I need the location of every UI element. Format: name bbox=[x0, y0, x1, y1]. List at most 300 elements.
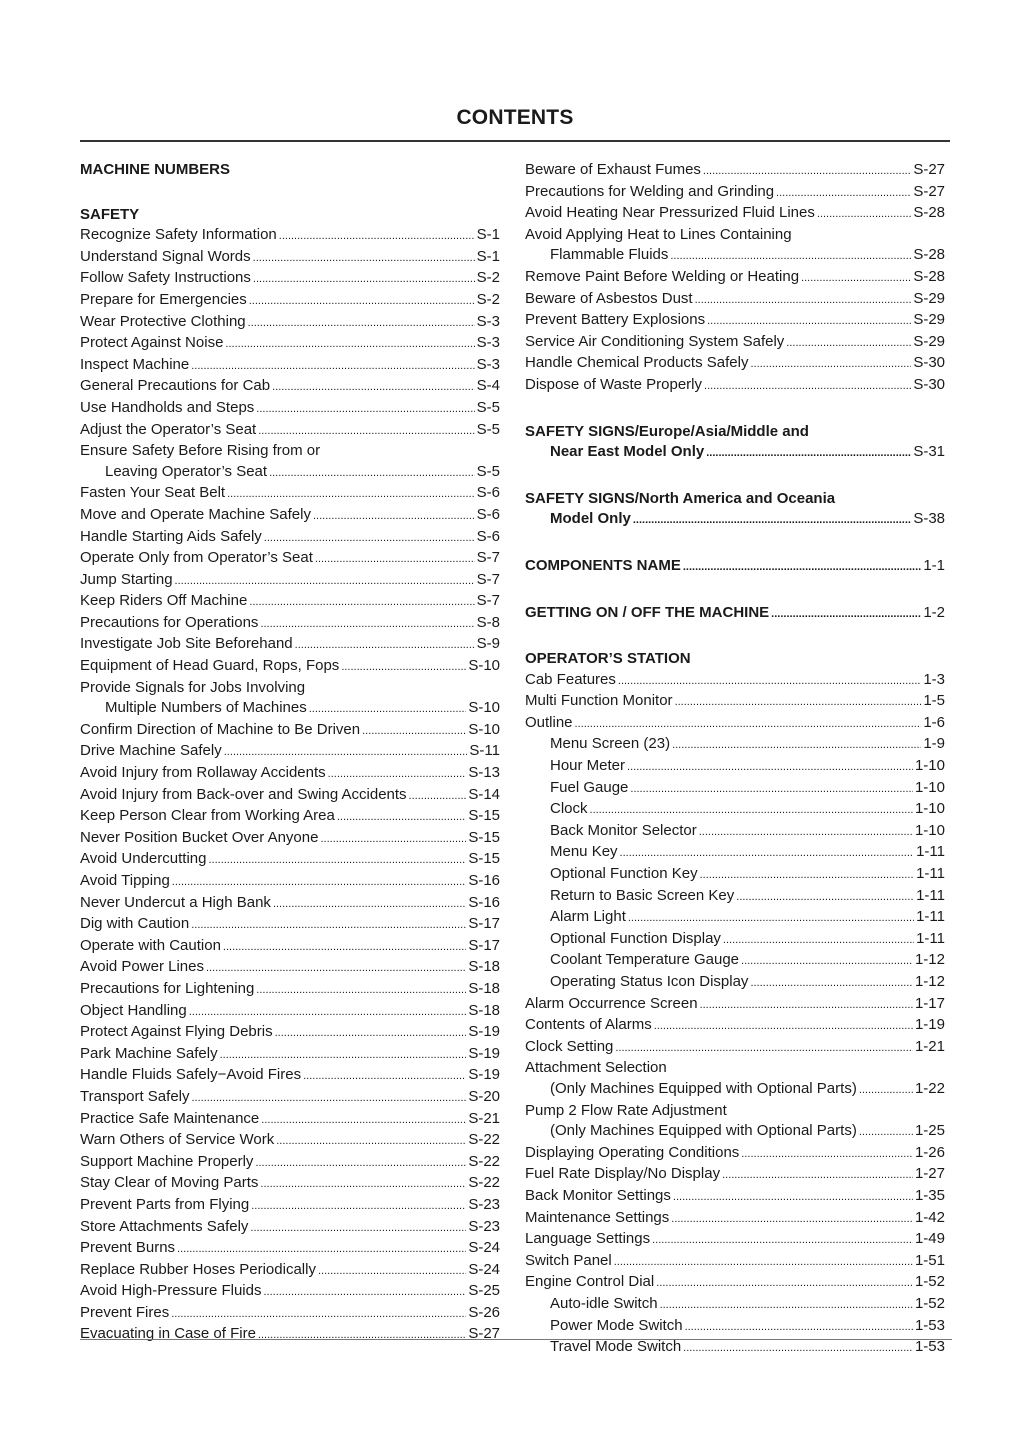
toc-page-number: S-18 bbox=[468, 1001, 500, 1019]
toc-leader-dots bbox=[703, 161, 911, 182]
toc-leader-dots bbox=[704, 376, 911, 397]
toc-entry-label: Provide Signals for Jobs Involving bbox=[80, 678, 306, 696]
toc-entry-label: Avoid Injury from Back-over and Swing Accidents bbox=[80, 785, 407, 803]
toc-entry-label: Use Handholds and Steps bbox=[80, 398, 255, 416]
toc-page-number: S-22 bbox=[468, 1131, 500, 1149]
toc-page-number: S-31 bbox=[913, 443, 945, 461]
toc-entry-label: Warn Others of Service Work bbox=[80, 1131, 275, 1149]
toc-entry-label: Object Handling bbox=[80, 1001, 187, 1019]
toc-leader-dots bbox=[258, 421, 474, 442]
toc-leader-dots bbox=[695, 290, 912, 311]
toc-entry-label: Handle Chemical Products Safely bbox=[525, 354, 749, 372]
toc-page-number: S-6 bbox=[476, 484, 500, 502]
toc-page-number: S-9 bbox=[476, 635, 500, 653]
toc-entry-label: Near East Model Only bbox=[550, 443, 705, 461]
toc-entry bbox=[525, 375, 945, 397]
toc-entry bbox=[525, 1316, 945, 1338]
toc-entry bbox=[80, 1087, 500, 1109]
toc-entry bbox=[525, 821, 945, 843]
toc-entry-label: Service Air Conditioning System Safely bbox=[525, 332, 785, 350]
toc-entry bbox=[80, 1130, 500, 1152]
toc-leader-dots bbox=[723, 930, 914, 951]
toc-leader-dots bbox=[341, 657, 466, 678]
toc-entry-label: COMPONENTS NAME bbox=[525, 556, 681, 574]
toc-entry-label: Dig with Caution bbox=[80, 915, 190, 933]
toc-page-number: S-27 bbox=[468, 1325, 500, 1343]
toc-entry bbox=[525, 864, 945, 886]
toc-leader-dots bbox=[313, 506, 475, 527]
toc-leader-dots bbox=[776, 183, 911, 204]
toc-entry-label: Protect Against Flying Debris bbox=[80, 1023, 273, 1041]
toc-entry bbox=[525, 332, 945, 354]
toc-entry bbox=[80, 936, 500, 958]
toc-leader-dots bbox=[817, 204, 911, 225]
toc-leader-dots bbox=[253, 269, 475, 290]
toc-leader-dots bbox=[206, 958, 466, 979]
toc-entry bbox=[80, 806, 500, 828]
toc-leader-dots bbox=[309, 699, 467, 720]
toc-entry bbox=[525, 1121, 945, 1143]
toc-page-number: 1-11 bbox=[916, 843, 945, 861]
toc-page-number: S-18 bbox=[468, 958, 500, 976]
toc-entry bbox=[525, 1251, 945, 1273]
toc-page-number: S-3 bbox=[476, 334, 500, 352]
toc-entry-label: Beware of Asbestos Dust bbox=[525, 289, 693, 307]
toc-leader-dots bbox=[741, 951, 913, 972]
toc-page-number: S-7 bbox=[476, 570, 500, 588]
toc-entry-label: Back Monitor Settings bbox=[525, 1186, 671, 1204]
toc-entry-label: (Only Machines Equipped with Optional Parts) bbox=[550, 1122, 857, 1140]
toc-entry-label: Back Monitor Selector bbox=[550, 821, 697, 839]
toc-entry bbox=[80, 634, 500, 656]
toc-page-number: S-17 bbox=[468, 936, 500, 954]
toc-page-number: 1-10 bbox=[914, 800, 945, 818]
toc-page-number: 1-10 bbox=[914, 778, 945, 796]
toc-page-number: S-19 bbox=[468, 1044, 500, 1062]
toc-leader-dots bbox=[786, 333, 911, 354]
toc-page-number: 1-22 bbox=[914, 1079, 945, 1097]
toc-leader-dots bbox=[654, 1016, 913, 1037]
toc-page-number: S-2 bbox=[476, 290, 500, 308]
toc-entry-label: Prevent Fires bbox=[80, 1303, 170, 1321]
toc-entry bbox=[80, 720, 500, 742]
toc-page-number: S-29 bbox=[913, 332, 945, 350]
toc-page-number: S-26 bbox=[468, 1303, 500, 1321]
toc-entry bbox=[525, 907, 945, 929]
toc-leader-dots bbox=[620, 843, 915, 864]
toc-page-number: S-19 bbox=[468, 1023, 500, 1041]
toc-entry-continued bbox=[525, 1058, 945, 1079]
toc-entry-label: Equipment of Head Guard, Rops, Fops bbox=[80, 657, 340, 675]
toc-entry-label: Hour Meter bbox=[550, 757, 626, 775]
toc-page-number: S-7 bbox=[476, 592, 500, 610]
toc-page-number: S-28 bbox=[913, 246, 945, 264]
toc-entry bbox=[80, 1022, 500, 1044]
toc-entry-continued bbox=[80, 678, 500, 699]
toc-leader-dots bbox=[409, 786, 467, 807]
toc-leader-dots bbox=[575, 714, 922, 735]
toc-page-number: S-28 bbox=[913, 204, 945, 222]
toc-entry-label: Return to Basic Screen Key bbox=[550, 886, 735, 904]
toc-leader-dots bbox=[660, 1295, 913, 1316]
toc-entry-label: Attachment Selection bbox=[525, 1059, 667, 1077]
toc-entry-label: Never Undercut a High Bank bbox=[80, 893, 271, 911]
toc-page-number: S-30 bbox=[913, 354, 945, 372]
toc-page-number: S-6 bbox=[476, 505, 500, 523]
toc-leader-dots bbox=[671, 1209, 913, 1230]
toc-section-heading bbox=[525, 489, 945, 510]
toc-entry bbox=[525, 442, 945, 464]
toc-entry bbox=[80, 1238, 500, 1260]
toc-entry-label: Practice Safe Maintenance bbox=[80, 1109, 260, 1127]
toc-entry-label: Engine Control Dial bbox=[525, 1273, 655, 1291]
toc-leader-dots bbox=[628, 908, 914, 929]
toc-entry bbox=[525, 713, 945, 735]
toc-section-heading bbox=[525, 649, 945, 670]
toc-entry-label: Support Machine Properly bbox=[80, 1152, 254, 1170]
toc-entry bbox=[80, 398, 500, 420]
toc-entry-label: Clock Setting bbox=[525, 1037, 614, 1055]
toc-entry bbox=[80, 1173, 500, 1195]
toc-entry bbox=[80, 1001, 500, 1023]
toc-leader-dots bbox=[249, 291, 475, 312]
toc-leader-dots bbox=[801, 268, 911, 289]
toc-leader-dots bbox=[261, 1110, 466, 1131]
toc-page-number: S-38 bbox=[913, 510, 945, 528]
toc-entry-label: Park Machine Safely bbox=[80, 1044, 218, 1062]
toc-entry-label: Investigate Job Site Beforehand bbox=[80, 635, 293, 653]
toc-entry bbox=[525, 972, 945, 994]
toc-entry bbox=[525, 799, 945, 821]
toc-page-number: S-23 bbox=[468, 1195, 500, 1213]
toc-entry-label: Fuel Gauge bbox=[550, 778, 629, 796]
toc-entry bbox=[80, 1303, 500, 1325]
toc-entry bbox=[80, 420, 500, 442]
toc-entry-label: Coolant Temperature Gauge bbox=[550, 951, 740, 969]
toc-entry-label: Avoid Injury from Rollaway Accidents bbox=[80, 764, 326, 782]
toc-page-number: S-15 bbox=[468, 850, 500, 868]
toc-page-number: S-19 bbox=[468, 1066, 500, 1084]
toc-leader-dots bbox=[256, 399, 474, 420]
toc-entry-label: GETTING ON / OFF THE MACHINE bbox=[525, 603, 770, 621]
toc-leader-dots bbox=[273, 894, 466, 915]
toc-leader-dots bbox=[328, 764, 467, 785]
toc-page-number: S-27 bbox=[913, 161, 945, 178]
toc-entry-label: Flammable Fluids bbox=[550, 246, 669, 264]
toc-entry bbox=[80, 225, 500, 247]
toc-entry-label: Ensure Safety Before Rising from or bbox=[80, 442, 321, 460]
toc-entry bbox=[525, 691, 945, 713]
toc-entry bbox=[525, 670, 945, 692]
toc-entry bbox=[525, 245, 945, 267]
toc-entry bbox=[525, 1208, 945, 1230]
toc-entry-label: Multi Function Monitor bbox=[525, 692, 673, 710]
toc-page-number: S-24 bbox=[468, 1260, 500, 1278]
toc-leader-dots bbox=[614, 1252, 913, 1273]
toc-page-number: S-25 bbox=[468, 1282, 500, 1300]
toc-entry bbox=[525, 1272, 945, 1294]
toc-entry-label: Drive Machine Safely bbox=[80, 742, 222, 760]
toc-entry bbox=[525, 203, 945, 225]
toc-entry bbox=[80, 1152, 500, 1174]
toc-entry-label: Keep Person Clear from Working Area bbox=[80, 807, 335, 825]
toc-entry-label: Precautions for Welding and Grinding bbox=[525, 182, 775, 200]
toc-entry-label: Maintenance Settings bbox=[525, 1208, 670, 1226]
toc-page-number: 1-52 bbox=[914, 1273, 945, 1291]
toc-entry bbox=[80, 1044, 500, 1066]
toc-entry-label: Alarm Occurrence Screen bbox=[525, 994, 698, 1012]
toc-entry-label: Avoid Applying Heat to Lines Containing bbox=[525, 225, 792, 243]
toc-entry-label: Menu Key bbox=[550, 843, 618, 861]
toc-page-number: S-7 bbox=[476, 549, 500, 567]
toc-entry-label: OPERATOR’S STATION bbox=[525, 650, 691, 668]
toc-entry-label: Avoid Power Lines bbox=[80, 958, 204, 976]
toc-leader-dots bbox=[675, 692, 922, 713]
toc-leader-dots bbox=[263, 1282, 466, 1303]
toc-page-number: S-11 bbox=[469, 742, 500, 760]
toc-leader-dots bbox=[191, 356, 474, 377]
toc-leader-dots bbox=[771, 604, 921, 625]
toc-leader-dots bbox=[670, 246, 911, 267]
toc-entry-label: Transport Safely bbox=[80, 1087, 190, 1105]
toc-entry bbox=[525, 1337, 945, 1359]
toc-page-number: 1-5 bbox=[923, 692, 945, 710]
toc-entry bbox=[80, 591, 500, 613]
toc-entry-label: General Precautions for Cab bbox=[80, 377, 271, 395]
toc-entry bbox=[80, 355, 500, 377]
toc-leader-dots bbox=[618, 671, 921, 692]
toc-entry-label: Precautions for Operations bbox=[80, 613, 259, 631]
toc-page-number: 1-53 bbox=[914, 1338, 945, 1356]
toc-leader-dots bbox=[264, 528, 475, 549]
toc-entry bbox=[80, 1195, 500, 1217]
toc-page-number: S-22 bbox=[468, 1174, 500, 1192]
toc-leader-dots bbox=[250, 1218, 466, 1239]
toc-page-number: 1-9 bbox=[923, 735, 945, 753]
toc-entry bbox=[525, 310, 945, 332]
toc-entry-label: Leaving Operator’s Seat bbox=[105, 462, 268, 480]
toc-leader-dots bbox=[315, 549, 475, 570]
toc-page-number: 1-26 bbox=[914, 1143, 945, 1161]
toc-page-number: S-28 bbox=[913, 267, 945, 285]
toc-entry bbox=[80, 979, 500, 1001]
toc-leader-dots bbox=[225, 334, 474, 355]
toc-entry bbox=[80, 698, 500, 720]
toc-leader-dots bbox=[192, 1088, 467, 1109]
toc-entry bbox=[525, 1037, 945, 1059]
toc-page-number: 1-3 bbox=[923, 670, 945, 688]
toc-page-number: 1-25 bbox=[914, 1122, 945, 1140]
toc-entry-label: Menu Screen (23) bbox=[550, 735, 671, 753]
toc-entry-label: Model Only bbox=[550, 510, 631, 528]
toc-entry bbox=[80, 741, 500, 763]
toc-leader-dots bbox=[736, 887, 914, 908]
toc-leader-dots bbox=[683, 1338, 913, 1359]
toc-page-number: S-2 bbox=[476, 269, 500, 287]
toc-entry bbox=[80, 828, 500, 850]
toc-entry-label: Store Attachments Safely bbox=[80, 1217, 249, 1235]
toc-entry-label: Follow Safety Instructions bbox=[80, 269, 251, 287]
toc-entry-label: Auto-idle Switch bbox=[550, 1294, 658, 1312]
toc-page-number: S-21 bbox=[468, 1109, 500, 1127]
toc-entry bbox=[80, 893, 500, 915]
toc-leader-dots bbox=[859, 1080, 913, 1101]
toc-leader-dots bbox=[590, 800, 913, 821]
toc-page-number: S-3 bbox=[476, 355, 500, 373]
toc-leader-dots bbox=[685, 1317, 913, 1338]
toc-entry-label: Avoid Undercutting bbox=[80, 850, 207, 868]
toc-entry bbox=[80, 656, 500, 678]
toc-leader-dots bbox=[224, 742, 468, 763]
toc-leader-dots bbox=[269, 463, 475, 484]
footer-rule bbox=[80, 1339, 952, 1340]
toc-entry-label: Multiple Numbers of Machines bbox=[105, 699, 307, 717]
toc-leader-dots bbox=[208, 850, 466, 871]
toc-page-number: S-8 bbox=[476, 613, 500, 631]
toc-page-number: S-16 bbox=[468, 893, 500, 911]
toc-entry-label: Never Position Bucket Over Anyone bbox=[80, 828, 319, 846]
toc-entry bbox=[80, 505, 500, 527]
toc-entry-continued bbox=[525, 1101, 945, 1122]
toc-entry bbox=[80, 1065, 500, 1087]
toc-page-number: S-14 bbox=[468, 785, 500, 803]
toc-entry bbox=[525, 886, 945, 908]
toc-leader-dots bbox=[249, 592, 474, 613]
toc-leader-dots bbox=[295, 635, 475, 656]
toc-entry-continued bbox=[525, 225, 945, 246]
toc-page-number: S-29 bbox=[913, 289, 945, 307]
toc-entry-label: SAFETY SIGNS/Europe/Asia/Middle and bbox=[525, 422, 809, 440]
toc-section-heading bbox=[80, 160, 500, 181]
toc-entry-label: Operate Only from Operator’s Seat bbox=[80, 549, 313, 567]
toc-entry-label: Optional Function Key bbox=[550, 865, 698, 883]
toc-entry bbox=[525, 1186, 945, 1208]
toc-entry-label: Travel Mode Switch bbox=[550, 1338, 682, 1356]
toc-page-number: 1-11 bbox=[916, 865, 945, 883]
toc-entry bbox=[525, 160, 945, 182]
toc-leader-dots bbox=[220, 1045, 467, 1066]
toc-entry-label: Pump 2 Flow Rate Adjustment bbox=[525, 1101, 727, 1119]
toc-entry bbox=[525, 756, 945, 778]
toc-leader-dots bbox=[276, 1131, 466, 1152]
toc-entry bbox=[80, 570, 500, 592]
toc-page-number: S-16 bbox=[468, 872, 500, 889]
toc-page-number: 1-12 bbox=[914, 951, 945, 969]
toc-page-number: 1-52 bbox=[914, 1294, 945, 1312]
toc-entry-label: Stay Clear of Moving Parts bbox=[80, 1174, 259, 1192]
toc-leader-dots bbox=[707, 311, 911, 332]
toc-leader-dots bbox=[251, 1196, 466, 1217]
toc-entry-label: Prevent Burns bbox=[80, 1239, 176, 1257]
toc-entry bbox=[80, 1260, 500, 1282]
toc-leader-dots bbox=[615, 1038, 913, 1059]
toc-page-number: S-1 bbox=[476, 247, 500, 265]
toc-leader-dots bbox=[275, 1023, 467, 1044]
page-title: CONTENTS bbox=[456, 106, 574, 129]
toc-entry-label: Language Settings bbox=[525, 1230, 651, 1248]
toc-entry bbox=[525, 842, 945, 864]
toc-column-right bbox=[525, 160, 945, 1359]
toc-entry bbox=[80, 290, 500, 312]
toc-leader-dots bbox=[627, 757, 913, 778]
toc-entry-label: Replace Rubber Hoses Periodically bbox=[80, 1260, 316, 1278]
toc-page-number: S-18 bbox=[468, 979, 500, 997]
toc-entry-label: Fasten Your Seat Belt bbox=[80, 484, 226, 502]
toc-leader-dots bbox=[630, 779, 913, 800]
toc-leader-dots bbox=[258, 1325, 466, 1346]
toc-leader-dots bbox=[318, 1261, 466, 1282]
toc-page-number: S-15 bbox=[468, 807, 500, 825]
toc-page-number: S-10 bbox=[468, 657, 500, 675]
toc-leader-dots bbox=[255, 1153, 466, 1174]
toc-leader-dots bbox=[272, 377, 475, 398]
toc-entry bbox=[80, 333, 500, 355]
toc-entry-label: Wear Protective Clothing bbox=[80, 312, 246, 330]
toc-page-number: S-5 bbox=[476, 420, 500, 438]
toc-leader-dots bbox=[699, 822, 913, 843]
toc-leader-dots bbox=[706, 443, 911, 464]
toc-entry bbox=[80, 914, 500, 936]
toc-entry bbox=[80, 763, 500, 785]
toc-page-number: S-22 bbox=[468, 1152, 500, 1170]
toc-page-number: 1-27 bbox=[914, 1165, 945, 1183]
toc-page-number: S-20 bbox=[468, 1087, 500, 1105]
toc-entry-label: Protect Against Noise bbox=[80, 334, 224, 352]
toc-leader-dots bbox=[741, 1144, 913, 1165]
toc-page-number: 1-19 bbox=[914, 1016, 945, 1034]
toc-leader-dots bbox=[279, 226, 475, 247]
toc-page-number: S-3 bbox=[476, 312, 500, 330]
toc-leader-dots bbox=[633, 510, 911, 531]
toc-page-number: 1-53 bbox=[914, 1316, 945, 1334]
toc-page-number: 1-2 bbox=[923, 603, 945, 621]
toc-entry bbox=[80, 1217, 500, 1239]
toc-entry-label: Evacuating in Case of Fire bbox=[80, 1325, 256, 1343]
toc-entry-label: Switch Panel bbox=[525, 1251, 612, 1269]
toc-entry bbox=[80, 1109, 500, 1131]
toc-entry-label: Understand Signal Words bbox=[80, 247, 251, 265]
toc-leader-dots bbox=[177, 1239, 466, 1260]
toc-page-number: 1-11 bbox=[916, 929, 945, 947]
toc-section-heading bbox=[80, 205, 500, 226]
toc-leader-dots bbox=[859, 1122, 913, 1143]
toc-entry bbox=[525, 1079, 945, 1101]
toc-entry-label: Handle Starting Aids Safely bbox=[80, 527, 262, 545]
toc-entry bbox=[525, 1229, 945, 1251]
toc-leader-dots bbox=[656, 1273, 913, 1294]
toc-leader-dots bbox=[362, 721, 466, 742]
toc-entry-label: Beware of Exhaust Fumes bbox=[525, 161, 701, 178]
toc-entry bbox=[80, 785, 500, 807]
toc-leader-dots bbox=[191, 915, 466, 936]
toc-leader-dots bbox=[672, 735, 921, 756]
toc-entry-label: Keep Riders Off Machine bbox=[80, 592, 248, 610]
toc-entry-label: Operating Status Icon Display bbox=[550, 973, 749, 990]
toc-entry bbox=[525, 734, 945, 756]
toc-entry bbox=[525, 603, 945, 625]
toc-page-number: S-30 bbox=[913, 375, 945, 393]
title-rule bbox=[80, 140, 950, 142]
toc-entry bbox=[80, 268, 500, 290]
toc-entry-label: Adjust the Operator’s Seat bbox=[80, 420, 257, 438]
toc-page-number: 1-12 bbox=[914, 973, 945, 990]
toc-leader-dots bbox=[337, 807, 466, 828]
toc-entry bbox=[525, 289, 945, 311]
toc-entry-label: Avoid High-Pressure Fluids bbox=[80, 1282, 262, 1300]
toc-section-heading bbox=[525, 422, 945, 443]
toc-leader-dots bbox=[256, 980, 466, 1001]
toc-entry bbox=[525, 778, 945, 800]
